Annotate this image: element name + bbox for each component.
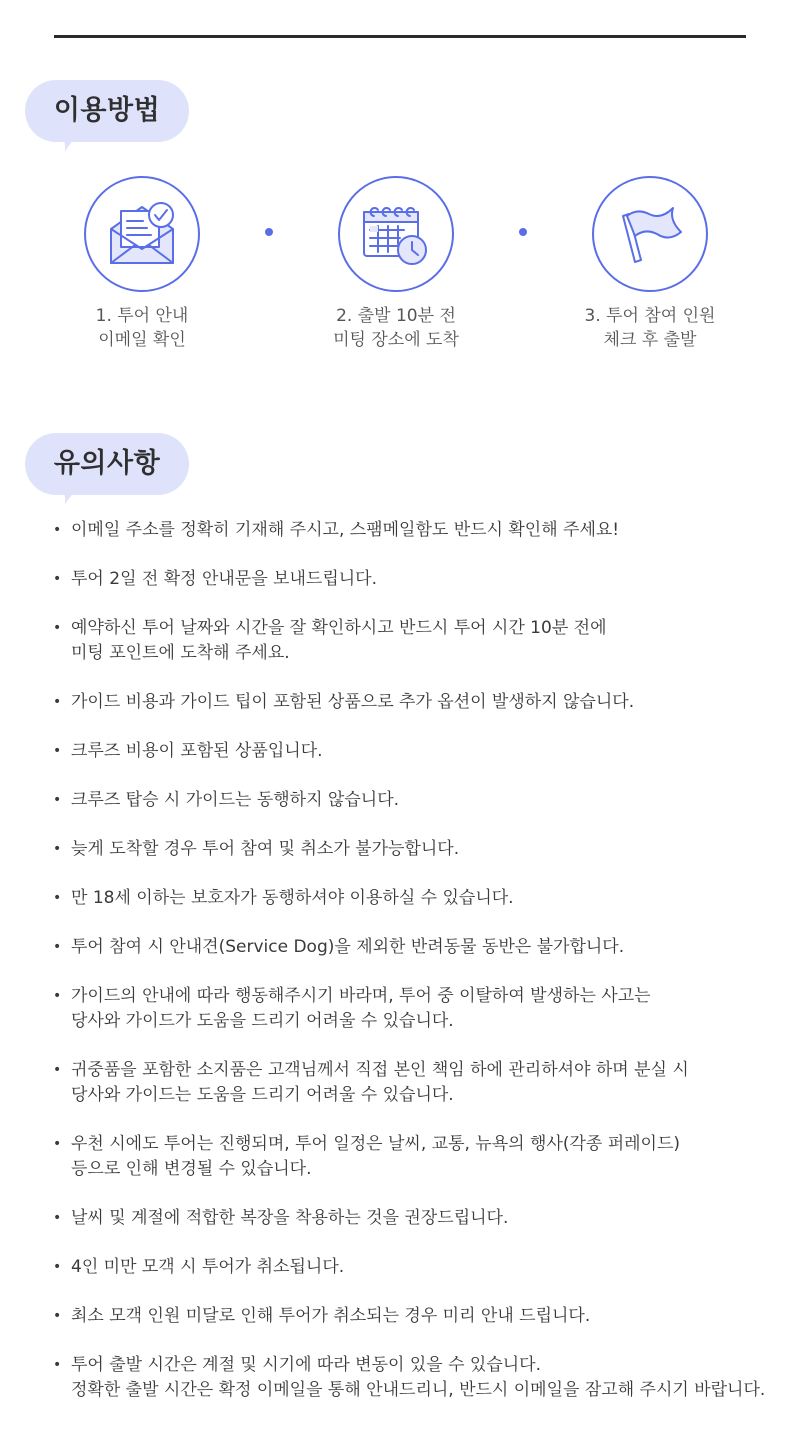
list-item: • 투어 출발 시간은 계절 및 시기에 따라 변동이 있을 수 있습니다. 정확한 출발 시간은 확정 이메일을 통해 안내드리니, 반드시 이메일을 잠고해 주시기 바랍니다. (53, 1355, 766, 1400)
list-item: • 만 18세 이하는 보호자가 동행하셔야 이용하실 수 있습니다. (53, 888, 514, 908)
step-3 (550, 176, 750, 352)
list-item: • 귀중품을 포함한 소지품은 고객님께서 직접 본인 책임 하에 관리하셔야 하며 분실 시 당사와 가이드는 도움을 드리기 어려울 수 있습니다. (53, 1060, 689, 1105)
list-item: • 가이드의 안내에 따라 행동해주시기 바라며, 투어 중 이탈하여 발생하는 사고는 당사와 가이드가 도움을 드리기 어려울 수 있습니다. (53, 986, 651, 1031)
notes-section-badge (25, 433, 189, 495)
step-3-circle (592, 176, 708, 292)
step-separator-dot (519, 228, 527, 236)
notes-list (50, 518, 770, 1403)
list-item: • 우천 시에도 투어는 진행되며, 투어 일정은 날씨, 교통, 뉴욕의 행사(각종 퍼레이드) 등으로 인해 변경될 수 있습니다. (53, 1134, 681, 1179)
step-2-caption (296, 304, 496, 352)
list-item: • 크루즈 비용이 포함된 상품입니다. (53, 741, 323, 761)
step-1-caption (42, 304, 242, 352)
list-item: • 날씨 및 계절에 적합한 복장을 착용하는 것을 권장드립니다. (53, 1208, 509, 1228)
list-item: • 늦게 도착할 경우 투어 참여 및 취소가 불가능합니다. (53, 839, 460, 859)
step-separator-dot (265, 228, 273, 236)
step-1-line2: 이메일 확인 (98, 330, 186, 350)
notes-title: 유의사항 (53, 448, 161, 479)
step-2-circle (338, 176, 454, 292)
list-item: • 이메일 주소를 정확히 기재해 주시고, 스팸메일함도 반드시 확인해 주세요! (53, 520, 620, 540)
list-item: • 예약하신 투어 날짜와 시간을 잘 확인하시고 반드시 투어 시간 10분 전에 미팅 포인트에 도착해 주세요. (53, 618, 607, 663)
list-item: • 투어 참여 시 안내견(Service Dog)을 제외한 반려동물 동반은 불가합니다. (53, 937, 625, 957)
usage-section-badge (25, 80, 189, 142)
step-2 (296, 176, 496, 352)
step-1 (42, 176, 242, 352)
step-2-line2: 미팅 장소에 도착 (333, 330, 459, 350)
list-item: • 크루즈 탑승 시 가이드는 동행하지 않습니다. (53, 790, 400, 810)
step-3-line2: 체크 후 출발 (603, 330, 697, 350)
flag-icon (615, 202, 685, 266)
list-item: • 투어 2일 전 확정 안내문을 보내드립니다. (53, 569, 377, 589)
calendar-clock-icon (360, 200, 432, 268)
step-3-line1: 3. 투어 참여 인원 (584, 306, 716, 326)
list-item: • 가이드 비용과 가이드 팁이 포함된 상품으로 추가 옵션이 발생하지 않습니다. (53, 692, 635, 712)
step-1-circle (84, 176, 200, 292)
step-1-line1: 1. 투어 안내 (95, 306, 189, 326)
envelope-check-icon (107, 201, 177, 267)
list-item: • 4인 미만 모객 시 투어가 취소됩니다. (53, 1257, 345, 1277)
list-item: • 최소 모객 인원 미달로 인해 투어가 취소되는 경우 미리 안내 드립니다. (53, 1306, 591, 1326)
usage-title: 이용방법 (53, 95, 161, 126)
step-3-caption (550, 304, 750, 352)
top-divider (54, 35, 746, 38)
step-2-line1: 2. 출발 10분 전 (336, 306, 456, 326)
